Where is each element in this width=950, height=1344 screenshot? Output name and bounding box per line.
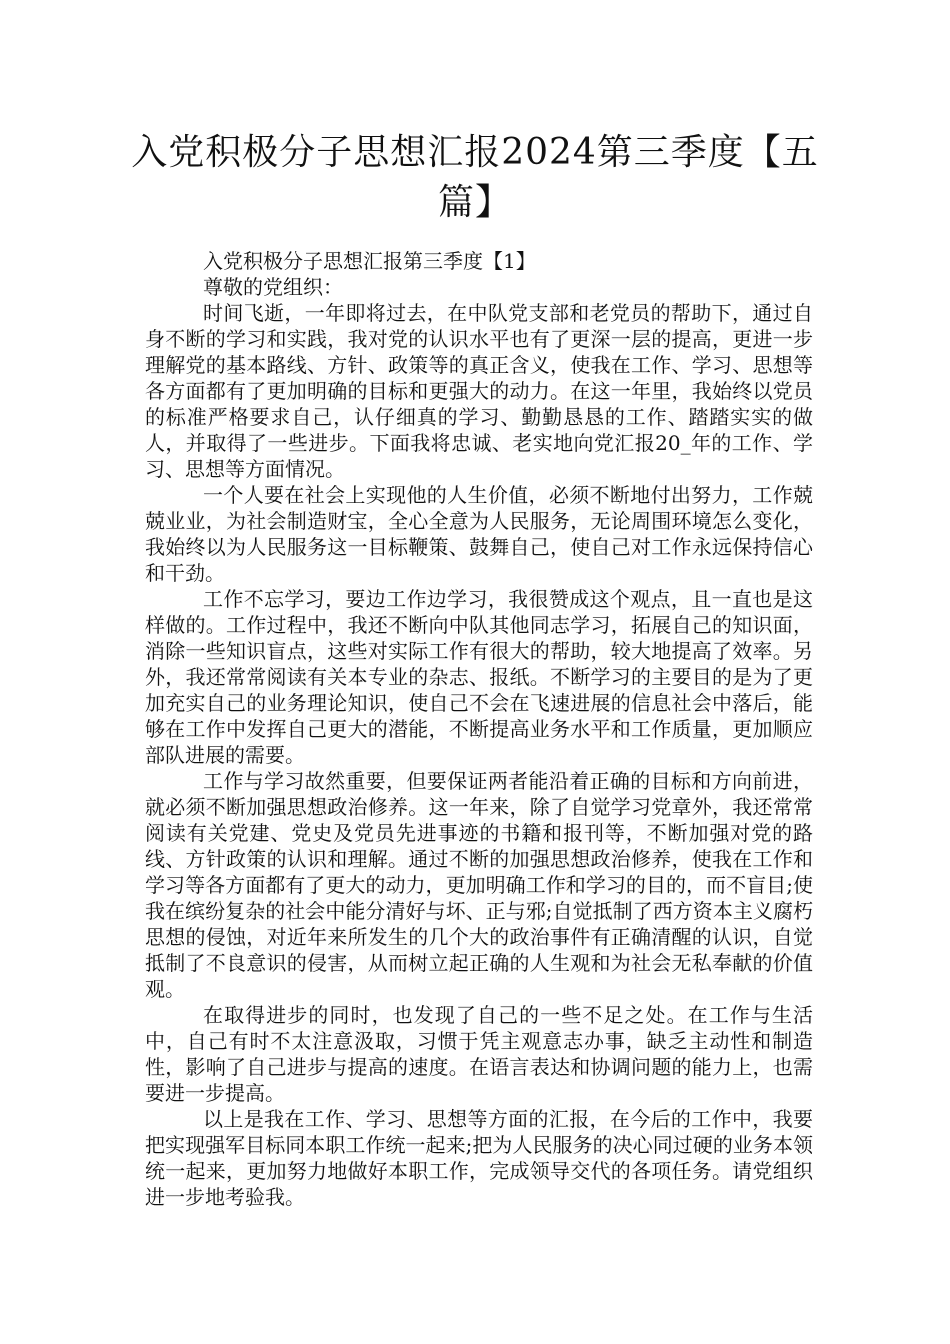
paragraph: 工作与学习故然重要，但要保证两者能沿着正确的目标和方向前进，就必须不断加强思想政治修养。这一年来，除了自觉学习党章外，我还常常阅读有关党建、党史及党员先进事迹的书籍和报刊等，不断加强对党的路线、方针政策的认识和理解。通过不断的加强思想政治修养，使我在工作和学习等各方面都有了更大的动力，更加明确工作和学习的目的，而不盲目;使我在缤纷复杂的社会中能分清好与坏、正与邪;自觉抵制了西方资本主义腐朽思想的侵蚀，对近年来所发生的几个大的政治事件有正确清醒的认识，自觉抵制了不良意识的侵害，从而树立起正确的人生观和为社会无私奉献的价值观。 <box>145 769 813 1001</box>
salutation: 尊敬的党组织： <box>203 275 343 299</box>
document-title: 入党积极分子思想汇报2024第三季度【五篇】 <box>131 132 819 223</box>
paragraph: 时间飞逝，一年即将过去，在中队党支部和老党员的帮助下，通过自身不断的学习和实践，我对党的认识水平也有了更深一层的提高，更进一步理解党的基本路线、方针、政策等的真正含义，使我在工作、学习、思想等各方面都有了更加明确的目标和更强大的动力。在这一年里，我始终以党员的标准严格要求自己，认仔细真的学习、勤勤恳恳的工作、踏踏实实的做人，并取得了一些进步。下面我将忠诚、老实地向党汇报20_年的工作、学习、思想等方面情况。 <box>145 301 813 481</box>
paragraph: 工作不忘学习，要边工作边学习，我很赞成这个观点，且一直也是这样做的。工作过程中，我还不断向中队其他同志学习，拓展自己的知识面，消除一些知识盲点，这些对实际工作有很大的帮助，较大地提高了效率。另外，我还常常阅读有关本专业的杂志、报纸。不断学习的主要目的是为了更加充实自己的业务理论知识，使自己不会在飞速进展的信息社会中落后，能够在工作中发挥自己更大的潜能，不断提高业务水平和工作质量，更加顺应部队进展的需要。 <box>145 587 813 767</box>
paragraph: 一个人要在社会上实现他的人生价值，必须不断地付出努力，工作兢兢业业，为社会制造财宝，全心全意为人民服务，无论周围环境怎么变化，我始终以为人民服务这一目标鞭策、鼓舞自己，使自己对工作永远保持信心和干劲。 <box>145 483 813 585</box>
paragraph: 以上是我在工作、学习、思想等方面的汇报，在今后的工作中，我要把实现强军目标同本职工作统一起来;把为人民服务的决心同过硬的业务本领统一起来，更加努力地做好本职工作，完成领导交代的各项任务。请党组织进一步地考验我。 <box>145 1107 813 1209</box>
paragraph: 在取得进步的同时，也发现了自己的一些不足之处。在工作与生活中，自己有时不太注意汲取，习惯于凭主观意志办事，缺乏主动性和制造性，影响了自己进步与提高的速度。在语言表达和协调问题的能力上，也需要进一步提高。 <box>145 1003 813 1105</box>
section-subtitle: 入党积极分子思想汇报第三季度【1】 <box>203 249 536 273</box>
document-body <box>145 248 813 1210</box>
